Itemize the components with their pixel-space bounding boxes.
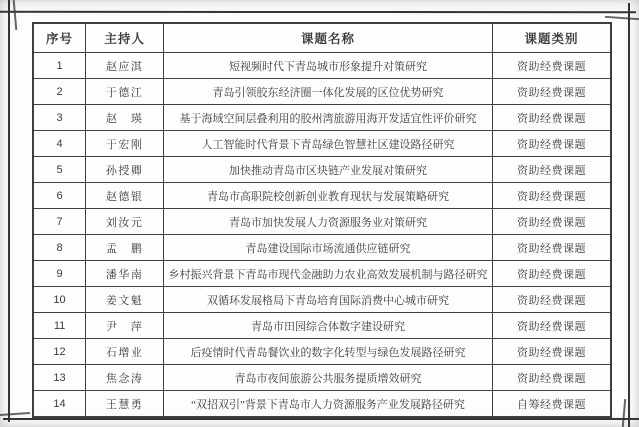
cell-leader: 刘汝元 bbox=[86, 209, 164, 235]
frame-bottom-line bbox=[3, 418, 639, 420]
cell-leader: 石增业 bbox=[86, 339, 164, 365]
cell-category: 资助经费课题 bbox=[493, 157, 612, 183]
table-row bbox=[33, 365, 611, 391]
cell-serial: 3 bbox=[33, 105, 86, 131]
cell-title: 青岛市加快发展人力资源服务业对策研究 bbox=[164, 209, 493, 235]
cell-category: 资助经费课题 bbox=[493, 131, 612, 157]
cell-serial: 8 bbox=[33, 235, 86, 261]
table-row bbox=[33, 339, 611, 365]
cell-title: 后疫情时代青岛餐饮业的数字化转型与绿色发展路径研究 bbox=[164, 339, 493, 365]
frame-corner-mark bbox=[0, 411, 30, 415]
table-row bbox=[33, 209, 611, 235]
table-row bbox=[33, 235, 611, 261]
table-row bbox=[33, 313, 611, 339]
cell-serial: 7 bbox=[33, 209, 86, 235]
table-row bbox=[33, 183, 611, 209]
cell-category: 资助经费课题 bbox=[493, 365, 612, 391]
cell-leader: 赵 瑛 bbox=[86, 105, 164, 131]
cell-leader: 孟 鹏 bbox=[86, 235, 164, 261]
cell-serial: 13 bbox=[33, 365, 86, 391]
table-row bbox=[33, 261, 611, 287]
cell-serial: 12 bbox=[33, 339, 86, 365]
cell-serial: 4 bbox=[33, 131, 86, 157]
table-header-row bbox=[33, 23, 611, 53]
cell-category: 资助经费课题 bbox=[493, 287, 612, 313]
cell-serial: 10 bbox=[33, 287, 86, 313]
cell-leader: 姜文魁 bbox=[86, 287, 164, 313]
cell-category: 资助经费课题 bbox=[493, 209, 612, 235]
cell-title: 人工智能时代背景下青岛绿色智慧社区建设路径研究 bbox=[164, 131, 493, 157]
table-row bbox=[33, 105, 611, 131]
frame-corner-mark bbox=[621, 399, 625, 427]
cell-category: 资助经费课题 bbox=[493, 105, 612, 131]
cell-leader: 赵应淇 bbox=[86, 53, 164, 79]
cell-serial: 14 bbox=[33, 391, 86, 418]
cell-category: 资助经费课题 bbox=[493, 339, 612, 365]
cell-serial: 5 bbox=[33, 157, 86, 183]
cell-leader: 孙授卿 bbox=[86, 157, 164, 183]
cell-category: 资助经费课题 bbox=[493, 261, 612, 287]
frame-corner-mark bbox=[605, 16, 639, 20]
table-row bbox=[33, 79, 611, 105]
cell-title: “双招双引”背景下青岛市人力资源服务产业发展路径研究 bbox=[164, 391, 493, 418]
cell-title: 青岛市高职院校创新创业教育现状与发展策略研究 bbox=[164, 183, 493, 209]
cell-category: 自筹经费课题 bbox=[493, 391, 612, 418]
cell-title: 双循环发展格局下青岛培育国际消费中心城市研究 bbox=[164, 287, 493, 313]
project-table bbox=[32, 22, 612, 418]
cell-title: 短视频时代下青岛城市形象提升对策研究 bbox=[164, 53, 493, 79]
cell-title: 乡村振兴背景下青岛市现代金融助力农业高效发展机制与路径研究 bbox=[164, 261, 493, 287]
table-row bbox=[33, 157, 611, 183]
cell-leader: 赵德银 bbox=[86, 183, 164, 209]
cell-leader: 尹 萍 bbox=[86, 313, 164, 339]
cell-title: 青岛市夜间旅游公共服务提质增效研究 bbox=[164, 365, 493, 391]
header-title: 课题名称 bbox=[164, 23, 493, 53]
cell-serial: 2 bbox=[33, 79, 86, 105]
cell-title: 青岛引领胶东经济圈一体化发展的区位优势研究 bbox=[164, 79, 493, 105]
cell-title: 基于海域空间层叠利用的胶州湾旅游用海开发适宜性评价研究 bbox=[164, 105, 493, 131]
header-category: 课题类别 bbox=[493, 23, 612, 53]
cell-category: 资助经费课题 bbox=[493, 313, 612, 339]
frame-left-line bbox=[8, 0, 10, 422]
cell-leader: 于德江 bbox=[86, 79, 164, 105]
frame-right-line bbox=[628, 3, 630, 427]
header-serial: 序号 bbox=[33, 23, 86, 53]
cell-serial: 6 bbox=[33, 183, 86, 209]
cell-serial: 1 bbox=[33, 53, 86, 79]
cell-leader: 潘华南 bbox=[86, 261, 164, 287]
frame-corner-mark bbox=[13, 0, 17, 30]
cell-title: 青岛市田园综合体数字建设研究 bbox=[164, 313, 493, 339]
cell-category: 资助经费课题 bbox=[493, 183, 612, 209]
frame-top-line bbox=[0, 11, 636, 14]
cell-leader: 于宏刚 bbox=[86, 131, 164, 157]
cell-leader: 焦念涛 bbox=[86, 365, 164, 391]
cell-category: 资助经费课题 bbox=[493, 79, 612, 105]
header-leader: 主持人 bbox=[86, 23, 164, 53]
cell-category: 资助经费课题 bbox=[493, 53, 612, 79]
cell-serial: 9 bbox=[33, 261, 86, 287]
table-row bbox=[33, 287, 611, 313]
cell-title: 青岛建设国际市场流通供应链研究 bbox=[164, 235, 493, 261]
cell-serial: 11 bbox=[33, 313, 86, 339]
table-row bbox=[33, 391, 611, 418]
cell-leader: 王慧勇 bbox=[86, 391, 164, 418]
table-row bbox=[33, 53, 611, 79]
table-row bbox=[33, 131, 611, 157]
cell-title: 加快推动青岛市区块链产业发展对策研究 bbox=[164, 157, 493, 183]
cell-category: 资助经费课题 bbox=[493, 235, 612, 261]
